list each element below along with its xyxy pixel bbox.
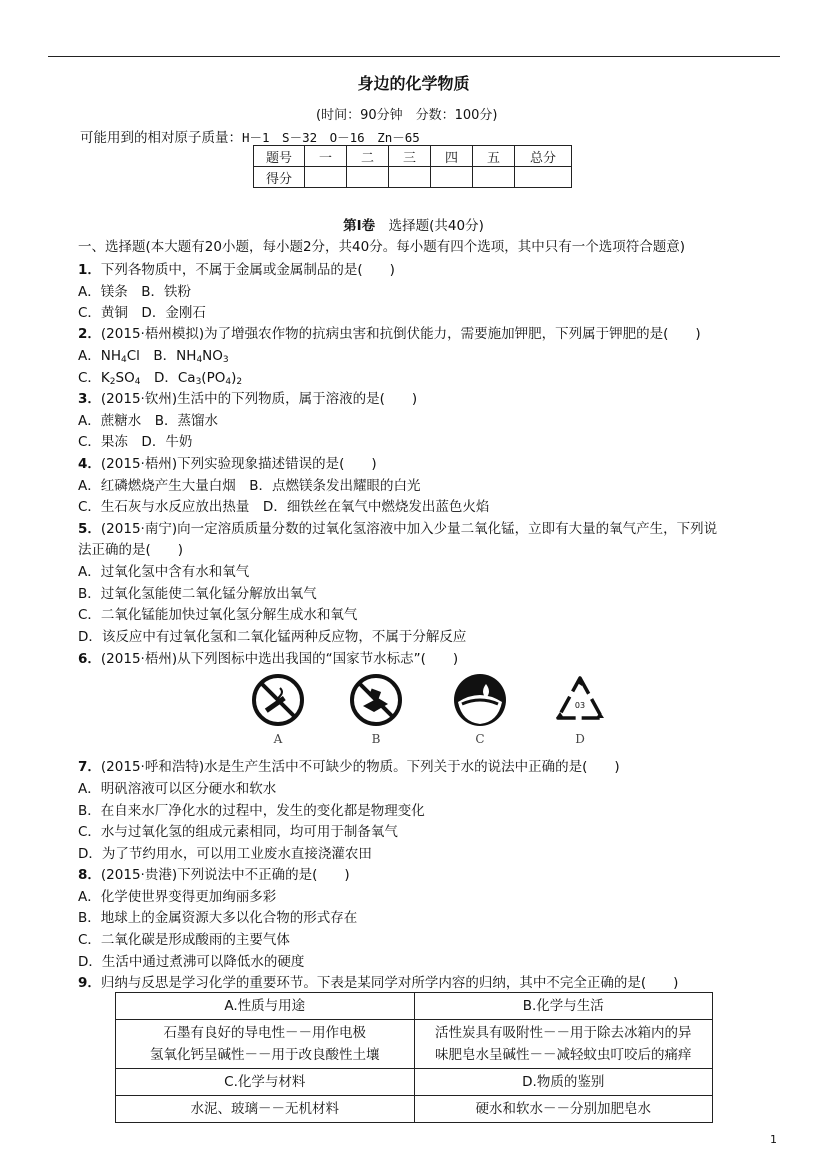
summary-title-b: B.化学与生活 <box>414 993 713 1020</box>
icon-options <box>250 672 610 750</box>
question-number: 7． <box>78 759 101 775</box>
recycle-code: 03 <box>574 701 586 710</box>
icon-letter-c: C <box>475 732 485 746</box>
question-number: 9． <box>78 975 101 991</box>
question-stem: (2015·南宁)向一定溶质质量分数的过氧化氢溶液中加入少量二氧化锰，立即有大量的氧气产生，下列说 <box>100 521 718 537</box>
summary-cell-a: 石墨有良好的导电性－－用作电极 氢氧化钙呈碱性－－用于改良酸性土壤 <box>116 1020 415 1069</box>
question-6 <box>78 647 458 667</box>
question-option: C．果冻 D．牛奶 <box>78 434 193 450</box>
atomic-masses <box>80 126 420 146</box>
question-option: C．二氧化碳是形成酸雨的主要气体 <box>78 932 290 948</box>
question-number: 2． <box>78 326 101 342</box>
question-option: A．蔗糖水 B．蒸馏水 <box>78 413 218 429</box>
score-table-header-row <box>254 146 572 167</box>
exam-meta: (时间：90分钟 分数：100分) <box>316 108 498 123</box>
question-3 <box>78 387 417 407</box>
score-cell[interactable] <box>305 167 347 188</box>
score-row-label: 得分 <box>254 167 305 188</box>
summary-title-c: C.化学与材料 <box>116 1069 415 1096</box>
question-stem: (2015·梧州模拟)为了增强农作物的抗病虫害和抗倒伏能力，需要施加钾肥，下列属于钾肥的是( ) <box>100 326 701 342</box>
score-header-cell: 二 <box>347 146 389 167</box>
atomic-mass-values: H－1 S－32 O－16 Zn－65 <box>242 130 420 145</box>
question-option: A．明矾溶液可以区分硬水和软水 <box>78 781 277 797</box>
question-2 <box>78 322 701 342</box>
summary-title-d: D.物质的鉴别 <box>414 1069 713 1096</box>
question-stem: 下列各物质中，不属于金属或金属制品的是( ) <box>100 262 395 278</box>
summary-cell-d: 硬水和软水－－分别加肥皂水 <box>414 1096 713 1123</box>
question-number: 5． <box>78 521 101 537</box>
recycling-icon <box>552 672 608 728</box>
summary-content-row <box>116 1096 713 1123</box>
score-cell[interactable] <box>347 167 389 188</box>
question-4 <box>78 452 377 472</box>
score-cell[interactable] <box>431 167 473 188</box>
score-cell[interactable] <box>515 167 572 188</box>
summary-cell-c: 水泥、玻璃－－无机材料 <box>116 1096 415 1123</box>
summary-title-a: A.性质与用途 <box>116 993 415 1020</box>
score-header-cell: 四 <box>431 146 473 167</box>
question-stem: (2015·梧州)从下列图标中选出我国的“国家节水标志”( ) <box>100 651 459 667</box>
header-rule <box>48 56 780 57</box>
icon-letter-b: B <box>371 732 381 746</box>
question-option: D．该反应中有过氧化氢和二氧化锰两种反应物，不属于分解反应 <box>78 629 467 645</box>
question-option: B．地球上的金属资源大多以化合物的形式存在 <box>78 910 358 926</box>
summary-title-row <box>116 1069 713 1096</box>
question-stem-continued: 法正确的是( ) <box>78 542 184 558</box>
question-option: A．红磷燃烧产生大量白烟 B．点燃镁条发出耀眼的白光 <box>78 478 421 494</box>
no-dumping-icon <box>348 672 404 728</box>
question-8 <box>78 863 350 883</box>
question-option: A．过氧化氢中含有水和氧气 <box>78 564 250 580</box>
score-header-cell: 一 <box>305 146 347 167</box>
no-smoking-icon <box>250 672 306 728</box>
section-instruction: 一、选择题(本大题有20小题，每小题2分，共40分。每小题有四个选项，其中只有一个选项符合题意) <box>78 239 685 255</box>
question-option: B．在自来水厂净化水的过程中，发生的变化都是物理变化 <box>78 803 425 819</box>
question-option: C．二氧化锰能加快过氧化氢分解生成水和氧气 <box>78 607 358 623</box>
question-option: D．为了节约用水，可以用工业废水直接浇灌农田 <box>78 846 372 862</box>
score-table-score-row <box>254 167 572 188</box>
question-7 <box>78 755 620 775</box>
question-stem: (2015·呼和浩特)水是生产生活中不可缺少的物质。下列关于水的说法中正确的是( ) <box>100 759 620 775</box>
question-option: A．$NH_4Cl$ B．$NH_4NO_3$ <box>78 348 229 365</box>
score-cell[interactable] <box>473 167 515 188</box>
summary-title-row <box>116 993 713 1020</box>
question-9 <box>78 971 678 991</box>
question-option: A．镁条 B．铁粉 <box>78 284 191 300</box>
question-stem: (2015·钦州)生活中的下列物质，属于溶液的是( ) <box>100 391 418 407</box>
score-header-cell: 五 <box>473 146 515 167</box>
question-number: 4． <box>78 456 101 472</box>
summary-content-row <box>116 1020 713 1069</box>
page-number: 1 <box>770 1133 777 1146</box>
question-stem: 归纳与反思是学习化学的重要环节。下表是某同学对所学内容的归纳，其中不完全正确的是( ) <box>100 975 679 991</box>
question-option: C．生石灰与水反应放出热量 D．细铁丝在氧气中燃烧发出蓝色火焰 <box>78 499 490 515</box>
page-title: 身边的化学物质 <box>357 74 470 93</box>
question-option: C．黄铜 D．金刚石 <box>78 305 206 321</box>
summary-cell-b: 活性炭具有吸附性－－用于除去冰箱内的异 味肥皂水呈碱性－－减轻蚊虫叮咬后的痛痒 <box>414 1020 713 1069</box>
question-option: D．生活中通过煮沸可以降低水的硬度 <box>78 954 305 970</box>
score-header-cell: 题号 <box>254 146 305 167</box>
question-1 <box>78 258 395 278</box>
question-number: 3． <box>78 391 101 407</box>
icon-letter-a: A <box>273 732 283 746</box>
question-option: C．$K_2SO_4$ D．$Ca_3(PO_4)_2$ <box>78 370 243 387</box>
question-5 <box>78 517 717 537</box>
question-option: C．水与过氧化氢的组成元素相同，均可用于制备氧气 <box>78 824 398 840</box>
question-number: 1． <box>78 262 101 278</box>
summary-table <box>115 992 713 1123</box>
score-header-cell: 总分 <box>515 146 572 167</box>
section-roman: 第Ⅰ卷 <box>343 218 376 234</box>
score-cell[interactable] <box>389 167 431 188</box>
water-saving-icon <box>452 672 508 728</box>
question-stem: (2015·梧州)下列实验现象描述错误的是( ) <box>100 456 377 472</box>
icon-letter-d: D <box>575 732 585 746</box>
atomic-mass-label: 可能用到的相对原子质量： <box>80 130 242 146</box>
section-heading <box>0 214 827 234</box>
score-header-cell: 三 <box>389 146 431 167</box>
question-option: B．过氧化氢能使二氧化锰分解放出氧气 <box>78 586 317 602</box>
question-number: 6． <box>78 651 101 667</box>
question-stem: (2015·贵港)下列说法中不正确的是( ) <box>100 867 350 883</box>
section-title: 选择题(共40分) <box>388 218 484 234</box>
question-option: A．化学使世界变得更加绚丽多彩 <box>78 889 277 905</box>
question-number: 8． <box>78 867 101 883</box>
score-table <box>253 145 572 188</box>
